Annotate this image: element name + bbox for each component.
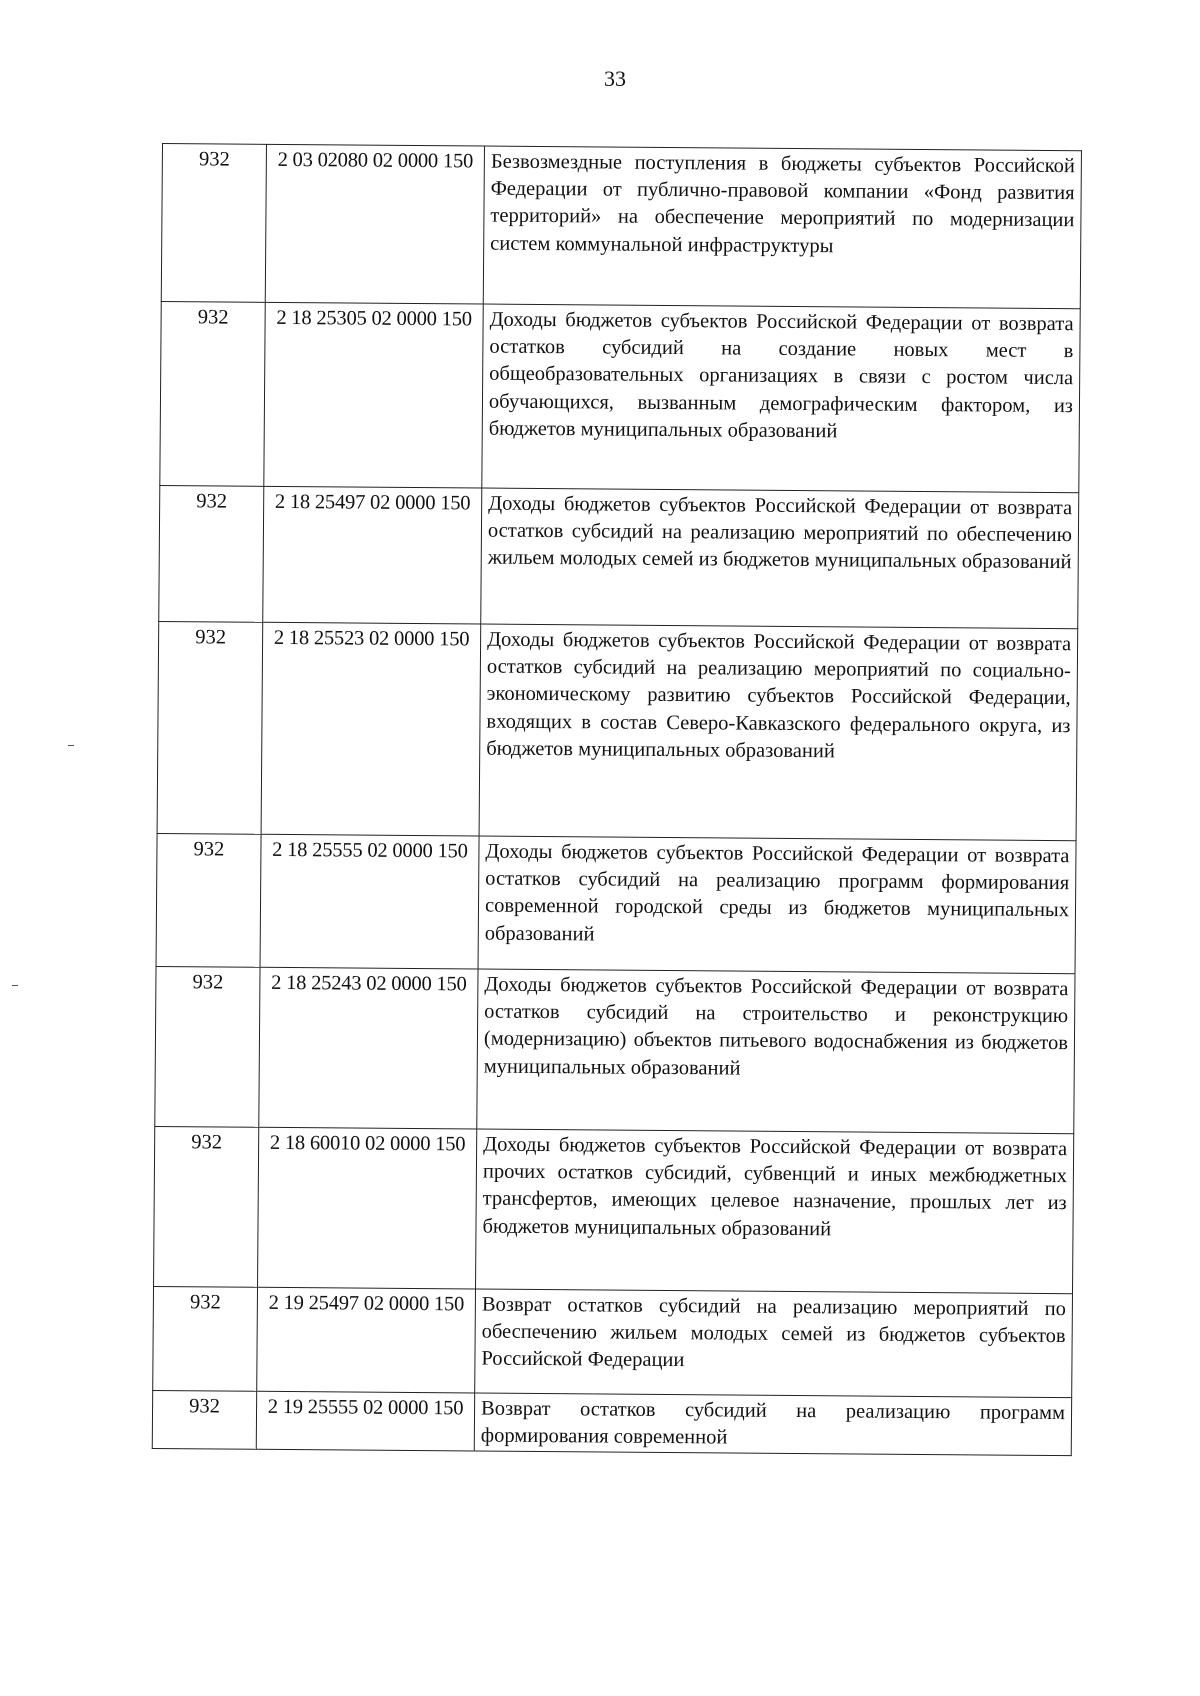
budget-code-cell: 2 19 25497 02 0000 150 <box>257 1287 476 1393</box>
table-row <box>152 1390 1071 1455</box>
scan-speck <box>12 985 18 986</box>
admin-code-cell: 932 <box>154 1126 259 1287</box>
income-name-cell: Доходы бюджетов субъектов Российской Федерации от возврата остатков субсидий на реализацию мероприятий по социально-экономическому развитию субъектов Российской Федерации, входящих в состав Северо-Кавказского федерального округа, из бюджетов муниципальных образований <box>479 624 1078 841</box>
table-row <box>159 485 1079 628</box>
income-name-cell: Безвозмездные поступления в бюджеты субъектов Российской Федерации от публично-правовой компании «Фонд развития территорий» на обеспечение мероприятий по модернизации систем коммунальной инфраструктуры <box>483 146 1081 309</box>
budget-code-cell: 2 18 25305 02 0000 150 <box>264 302 483 488</box>
budget-code-cell: 2 18 25555 02 0000 150 <box>260 834 479 969</box>
budget-code-cell: 2 18 25523 02 0000 150 <box>261 622 481 836</box>
table-row <box>156 833 1076 973</box>
page-number: 33 <box>604 66 626 91</box>
table-row <box>155 966 1075 1133</box>
table-row <box>157 621 1078 840</box>
budget-code-cell: 2 18 25497 02 0000 150 <box>263 486 482 624</box>
income-name-cell: Доходы бюджетов субъектов Российской Федерации от возврата остатков субсидий на реализацию программ формирования современной городской среды из бюджетов муниципальных образований <box>478 836 1076 974</box>
admin-code-cell: 932 <box>153 1286 258 1391</box>
admin-code-cell: 932 <box>155 966 260 1127</box>
budget-code-cell: 2 03 02080 02 0000 150 <box>265 144 484 304</box>
budget-code-cell: 2 18 25243 02 0000 150 <box>259 967 478 1129</box>
budget-code-cell: 2 18 60010 02 0000 150 <box>258 1127 477 1289</box>
income-name-cell: Доходы бюджетов субъектов Российской Федерации от возврата прочих остатков субсидий, субвенций и иных межбюджетных трансфертов, имеющих целевое назначение, прошлых лет из бюджетов муниципальных образований <box>476 1129 1074 1294</box>
table-row <box>161 144 1081 309</box>
table-row <box>153 1286 1073 1397</box>
admin-code-cell: 932 <box>152 1390 256 1449</box>
income-name-cell: Возврат остатков субсидий на реализацию программ формирования современной <box>474 1393 1071 1456</box>
income-name-cell: Доходы бюджетов субъектов Российской Федерации от возврата остатков субсидий на создание новых мест в общеобразовательных организациях в связи с ростом числа обучающихся, вызванным демографическим фактором, из бюджетов муниципальных образований <box>482 304 1080 493</box>
admin-code-cell: 932 <box>161 144 266 303</box>
income-name-cell: Возврат остатков субсидий на реализацию мероприятий по обеспечению жильем молодых семей из бюджетов субъектов Российской Федерации <box>475 1289 1073 1398</box>
income-codes-table <box>152 143 1082 1456</box>
admin-code-cell: 932 <box>157 621 263 834</box>
table-row <box>154 1126 1074 1293</box>
admin-code-cell: 932 <box>156 833 261 967</box>
income-name-cell: Доходы бюджетов субъектов Российской Федерации от возврата остатков субсидий на строительство и реконструкцию (модернизацию) объектов питьевого водоснабжения из бюджетов муниципальных образований <box>477 969 1075 1134</box>
budget-code-cell: 2 19 25555 02 0000 150 <box>256 1391 474 1451</box>
income-name-cell: Доходы бюджетов субъектов Российской Федерации от возврата остатков субсидий на реализацию мероприятий по обеспечению жильем молодых семей из бюджетов муниципальных образований <box>481 488 1079 629</box>
table-row <box>160 301 1080 492</box>
scan-speck <box>68 745 74 746</box>
admin-code-cell: 932 <box>159 485 264 622</box>
admin-code-cell: 932 <box>160 301 265 486</box>
